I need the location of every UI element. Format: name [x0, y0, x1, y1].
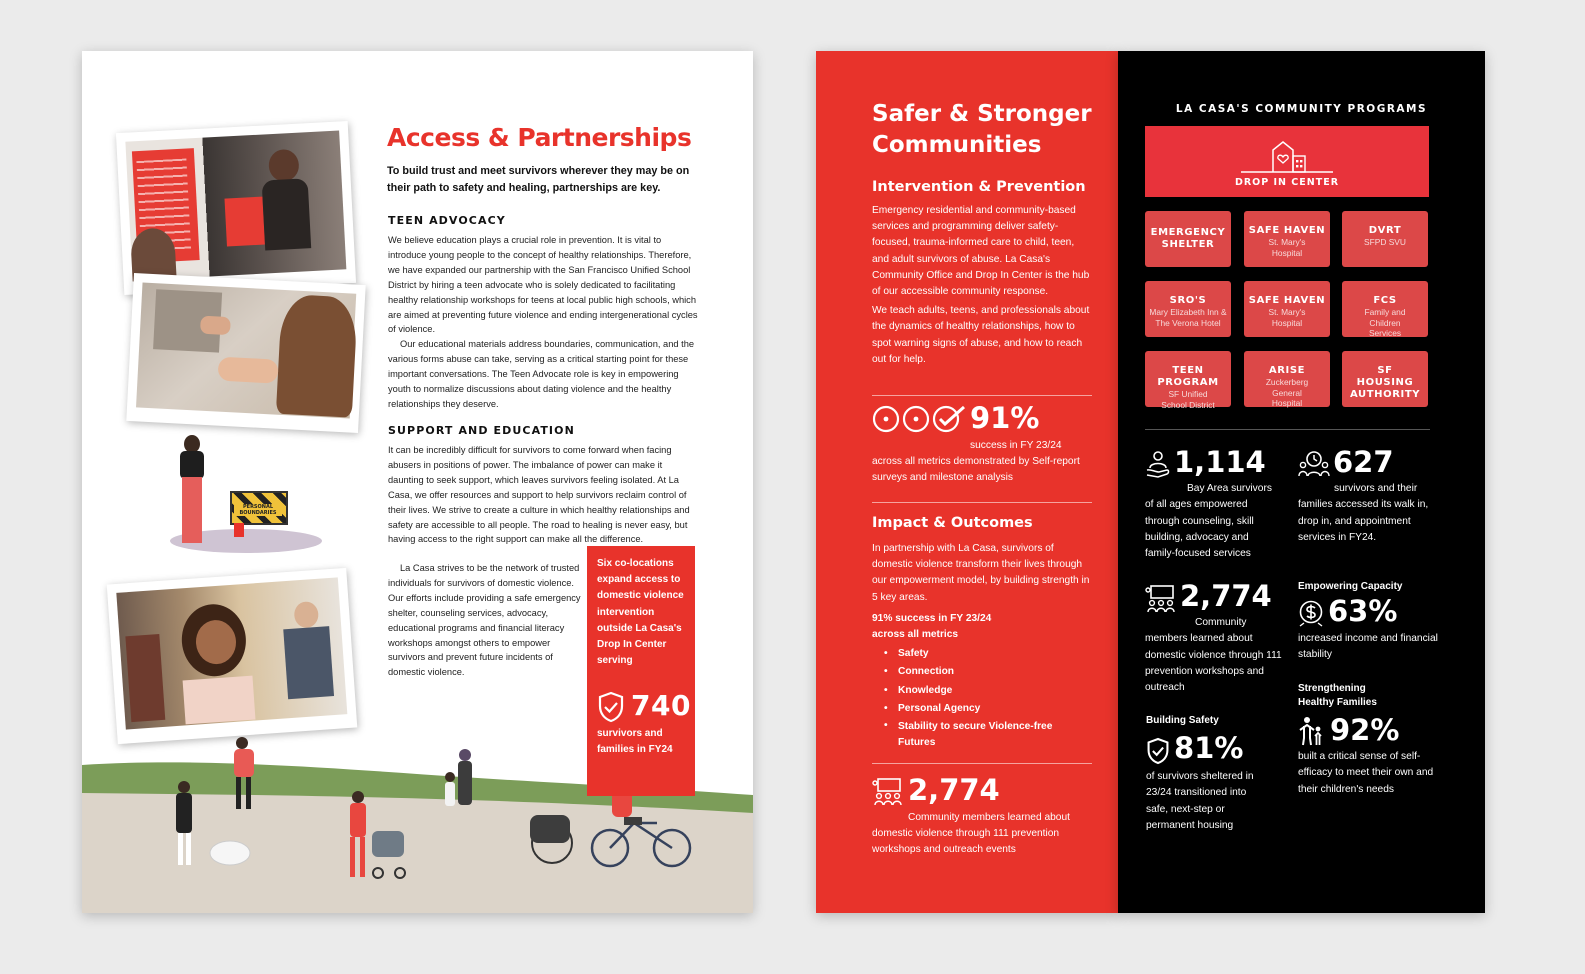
program-title: SRO'S [1169, 295, 1207, 306]
paragraph: We teach adults, teens, and professionals about the dynamics of healthy relationships, how to spot warning signs of abuse, and how to reach out for help. [872, 305, 1090, 365]
family-clock-icon [1298, 450, 1330, 478]
success-description: across all metrics demonstrated by Self-report surveys and milestone analysis [872, 456, 1080, 484]
photo-teens [107, 568, 358, 744]
progress-circles-icon [872, 404, 968, 434]
photo-counseling [126, 273, 365, 433]
key-areas-list [872, 645, 1092, 751]
community-presentation-icon [1145, 584, 1177, 614]
program-title: ARISE [1268, 365, 1306, 376]
list-item: • Connection [872, 663, 1092, 681]
survivors-value: 1,114 [1174, 445, 1266, 479]
list-item: • Safety [872, 645, 1092, 663]
left-page [82, 51, 753, 913]
house-heart-icon [1237, 136, 1337, 174]
families-description [1298, 481, 1434, 546]
program-title: SAFE HAVEN [1248, 225, 1326, 236]
red-panel [816, 51, 1118, 913]
paragraph: Our educational materials address boundaries, communication, and the various forms abuse can take, serving as a critical starting point for these important conversations. The Teen Advocate role is key in empowering youth to normalize discussions about dating violence and the healthy relationships they deserve. [388, 339, 695, 409]
safety-description: of survivors sheltered in 23/24 transitioned into safe, next-step or permanent housing [1146, 771, 1254, 831]
drop-in-center-card [1145, 126, 1429, 197]
support-body-para2: La Casa strives to be the network of trusted individuals for survivors of domestic violence. Our efforts include providing a safe emergency shelter, counseling services, advocacy, educational programs and financial literacy workshops amongst others to empower survivors and prevent future incidents of domestic violence. [388, 563, 581, 678]
program-card [1145, 351, 1231, 410]
community-description [1145, 615, 1285, 696]
section-heading-support-education: SUPPORT AND EDUCATION [388, 424, 575, 437]
program-card [1244, 351, 1330, 407]
divider [872, 763, 1092, 764]
program-card [1342, 281, 1428, 337]
program-subtitle: Family and Children Services [1364, 307, 1406, 338]
intervention-heading: Intervention & Prevention [872, 179, 1086, 195]
families-desc-text: survivors and their families accessed its walk in, drop in, and appointment services in FY24. [1298, 483, 1429, 543]
programs-title: LA CASA'S COMMUNITY PROGRAMS [1175, 103, 1428, 115]
program-title: SF HOUSING AUTHORITY [1350, 365, 1421, 400]
program-title: TEEN PROGRAM [1157, 365, 1219, 388]
divider [872, 502, 1092, 503]
program-title: EMERGENCY SHELTER [1150, 227, 1226, 250]
list-item: • Knowledge [872, 682, 1092, 700]
capacity-description: increased income and financial stability [1298, 633, 1438, 661]
callout-subtext: survivors and families in FY24 [597, 728, 673, 755]
safety-heading: Building Safety [1146, 715, 1219, 726]
program-subtitle: St. Mary's Hospital [1268, 237, 1306, 258]
community-presentation-icon [872, 777, 904, 807]
impact-subhead: 91% success in FY 23/24 across all metrics [872, 613, 992, 641]
callout-text: Six co-locations expand access to domestic violence intervention outside La Casa's Drop In Center serving [597, 558, 684, 667]
program-card [1244, 281, 1330, 337]
list-item: • Stability to secure Violence-free Futures [872, 718, 1092, 751]
program-card [1145, 211, 1231, 267]
sign-text: PERSONAL BOUNDARIES [234, 504, 282, 516]
program-title: SAFE HAVEN [1248, 295, 1326, 306]
program-subtitle: Zuckerberg General Hospital [1265, 377, 1309, 408]
capacity-heading: Empowering Capacity [1298, 581, 1403, 592]
photo-presentation [116, 121, 356, 295]
callout-box [587, 546, 695, 796]
illustration-personal-boundaries [170, 431, 330, 556]
community-desc-text: Community members learned about domestic violence through 111 prevention workshops and outreach [1145, 617, 1282, 694]
program-card [1145, 281, 1231, 337]
hand-heart-person-icon [1145, 450, 1171, 478]
families-strength-value: 92% [1330, 713, 1400, 747]
dollar-cycle-icon [1298, 599, 1324, 627]
program-subtitle: SFPD SVU [1364, 237, 1406, 247]
community-value: 2,774 [908, 773, 1000, 807]
community-desc-text: Community members learned about domestic violence through 111 prevention workshops and outreach events [872, 812, 1070, 856]
section-heading-teen-advocacy: TEEN ADVOCACY [388, 214, 506, 227]
program-card [1342, 351, 1428, 407]
divider [1145, 429, 1430, 430]
program-card [1244, 211, 1330, 267]
success-value: 91% [970, 401, 1040, 435]
survivors-description [1145, 481, 1275, 562]
survivors-desc-text: Bay Area survivors of all ages empowered through counseling, skill building, advocacy and family-focused services [1145, 483, 1272, 560]
community-description [872, 810, 1092, 859]
community-value: 2,774 [1180, 579, 1272, 613]
impact-body: In partnership with La Casa, survivors of domestic violence transform their lives through our empowerment model, by building strength in 5 key areas. [872, 543, 1090, 603]
impact-heading: Impact & Outcomes [872, 515, 1033, 531]
paragraph: Emergency residential and community-based services and programming deliver safety-focused, trauma-informed care to child, teen, and adult survivors of abuse. La Casa's Community Office and Drop In Center is the hub of our accessible community response. [872, 205, 1090, 298]
intervention-body [872, 203, 1092, 368]
families-strength-heading: Strengthening Healthy Families [1298, 683, 1377, 708]
program-title: DVRT [1368, 225, 1402, 236]
program-subtitle: Mary Elizabeth Inn & The Verona Hotel [1149, 307, 1227, 328]
support-body-para1: It can be incredibly difficult for survivors to come forward when facing abusers in positions of power. The imbalance of power can make it daunting to seek support, which leaves survivors feeling isolated. At La Casa, we offer resources and support to help survivors reclaim control of their lives. We strive to create a culture in which healthy relationships and safety are accessible to all people. The road to healing is never easy, but having access to the right support can make all the difference. [388, 445, 690, 545]
page-title: Access & Partnerships [387, 123, 692, 152]
safety-value: 81% [1174, 731, 1244, 765]
families-value: 627 [1333, 445, 1394, 479]
parent-child-icon [1298, 716, 1324, 746]
panel-title: Safer & Stronger Communities [872, 101, 1092, 158]
callout-number: 740 [631, 689, 691, 722]
families-strength-description: built a critical sense of self-efficacy to meet their own and their children's needs [1298, 751, 1434, 795]
divider [872, 395, 1092, 396]
drop-in-center-label: DROP IN CENTER [1234, 177, 1340, 188]
intro-text: To build trust and meet survivors wherever they may be on their path to safety and healing, partnerships are key. [387, 165, 690, 194]
capacity-value: 63% [1328, 594, 1398, 628]
teen-advocacy-body [388, 233, 698, 412]
list-item: • Personal Agency [872, 700, 1092, 718]
success-label: success in FY 23/24 [970, 440, 1062, 451]
program-title: FCS [1373, 295, 1397, 306]
program-card [1342, 211, 1428, 267]
paragraph: We believe education plays a crucial role in prevention. It is vital to introduce young people to the concept of healthy relationships. Therefore, we have expanded our partnership with the San Francisco Unified School District by hiring a teen advocate who is solely dedicated to facilitating healthy relationship workshops for teens at local public high schools, which are aimed at preventing future violence and ending intergenerational cycles of violence. [388, 235, 698, 335]
program-subtitle: SF Unified School District [1161, 389, 1215, 410]
shield-check-icon [1146, 737, 1170, 765]
program-subtitle: St. Mary's Hospital [1268, 307, 1306, 328]
shield-check-icon [597, 691, 625, 723]
black-panel [1118, 51, 1485, 913]
